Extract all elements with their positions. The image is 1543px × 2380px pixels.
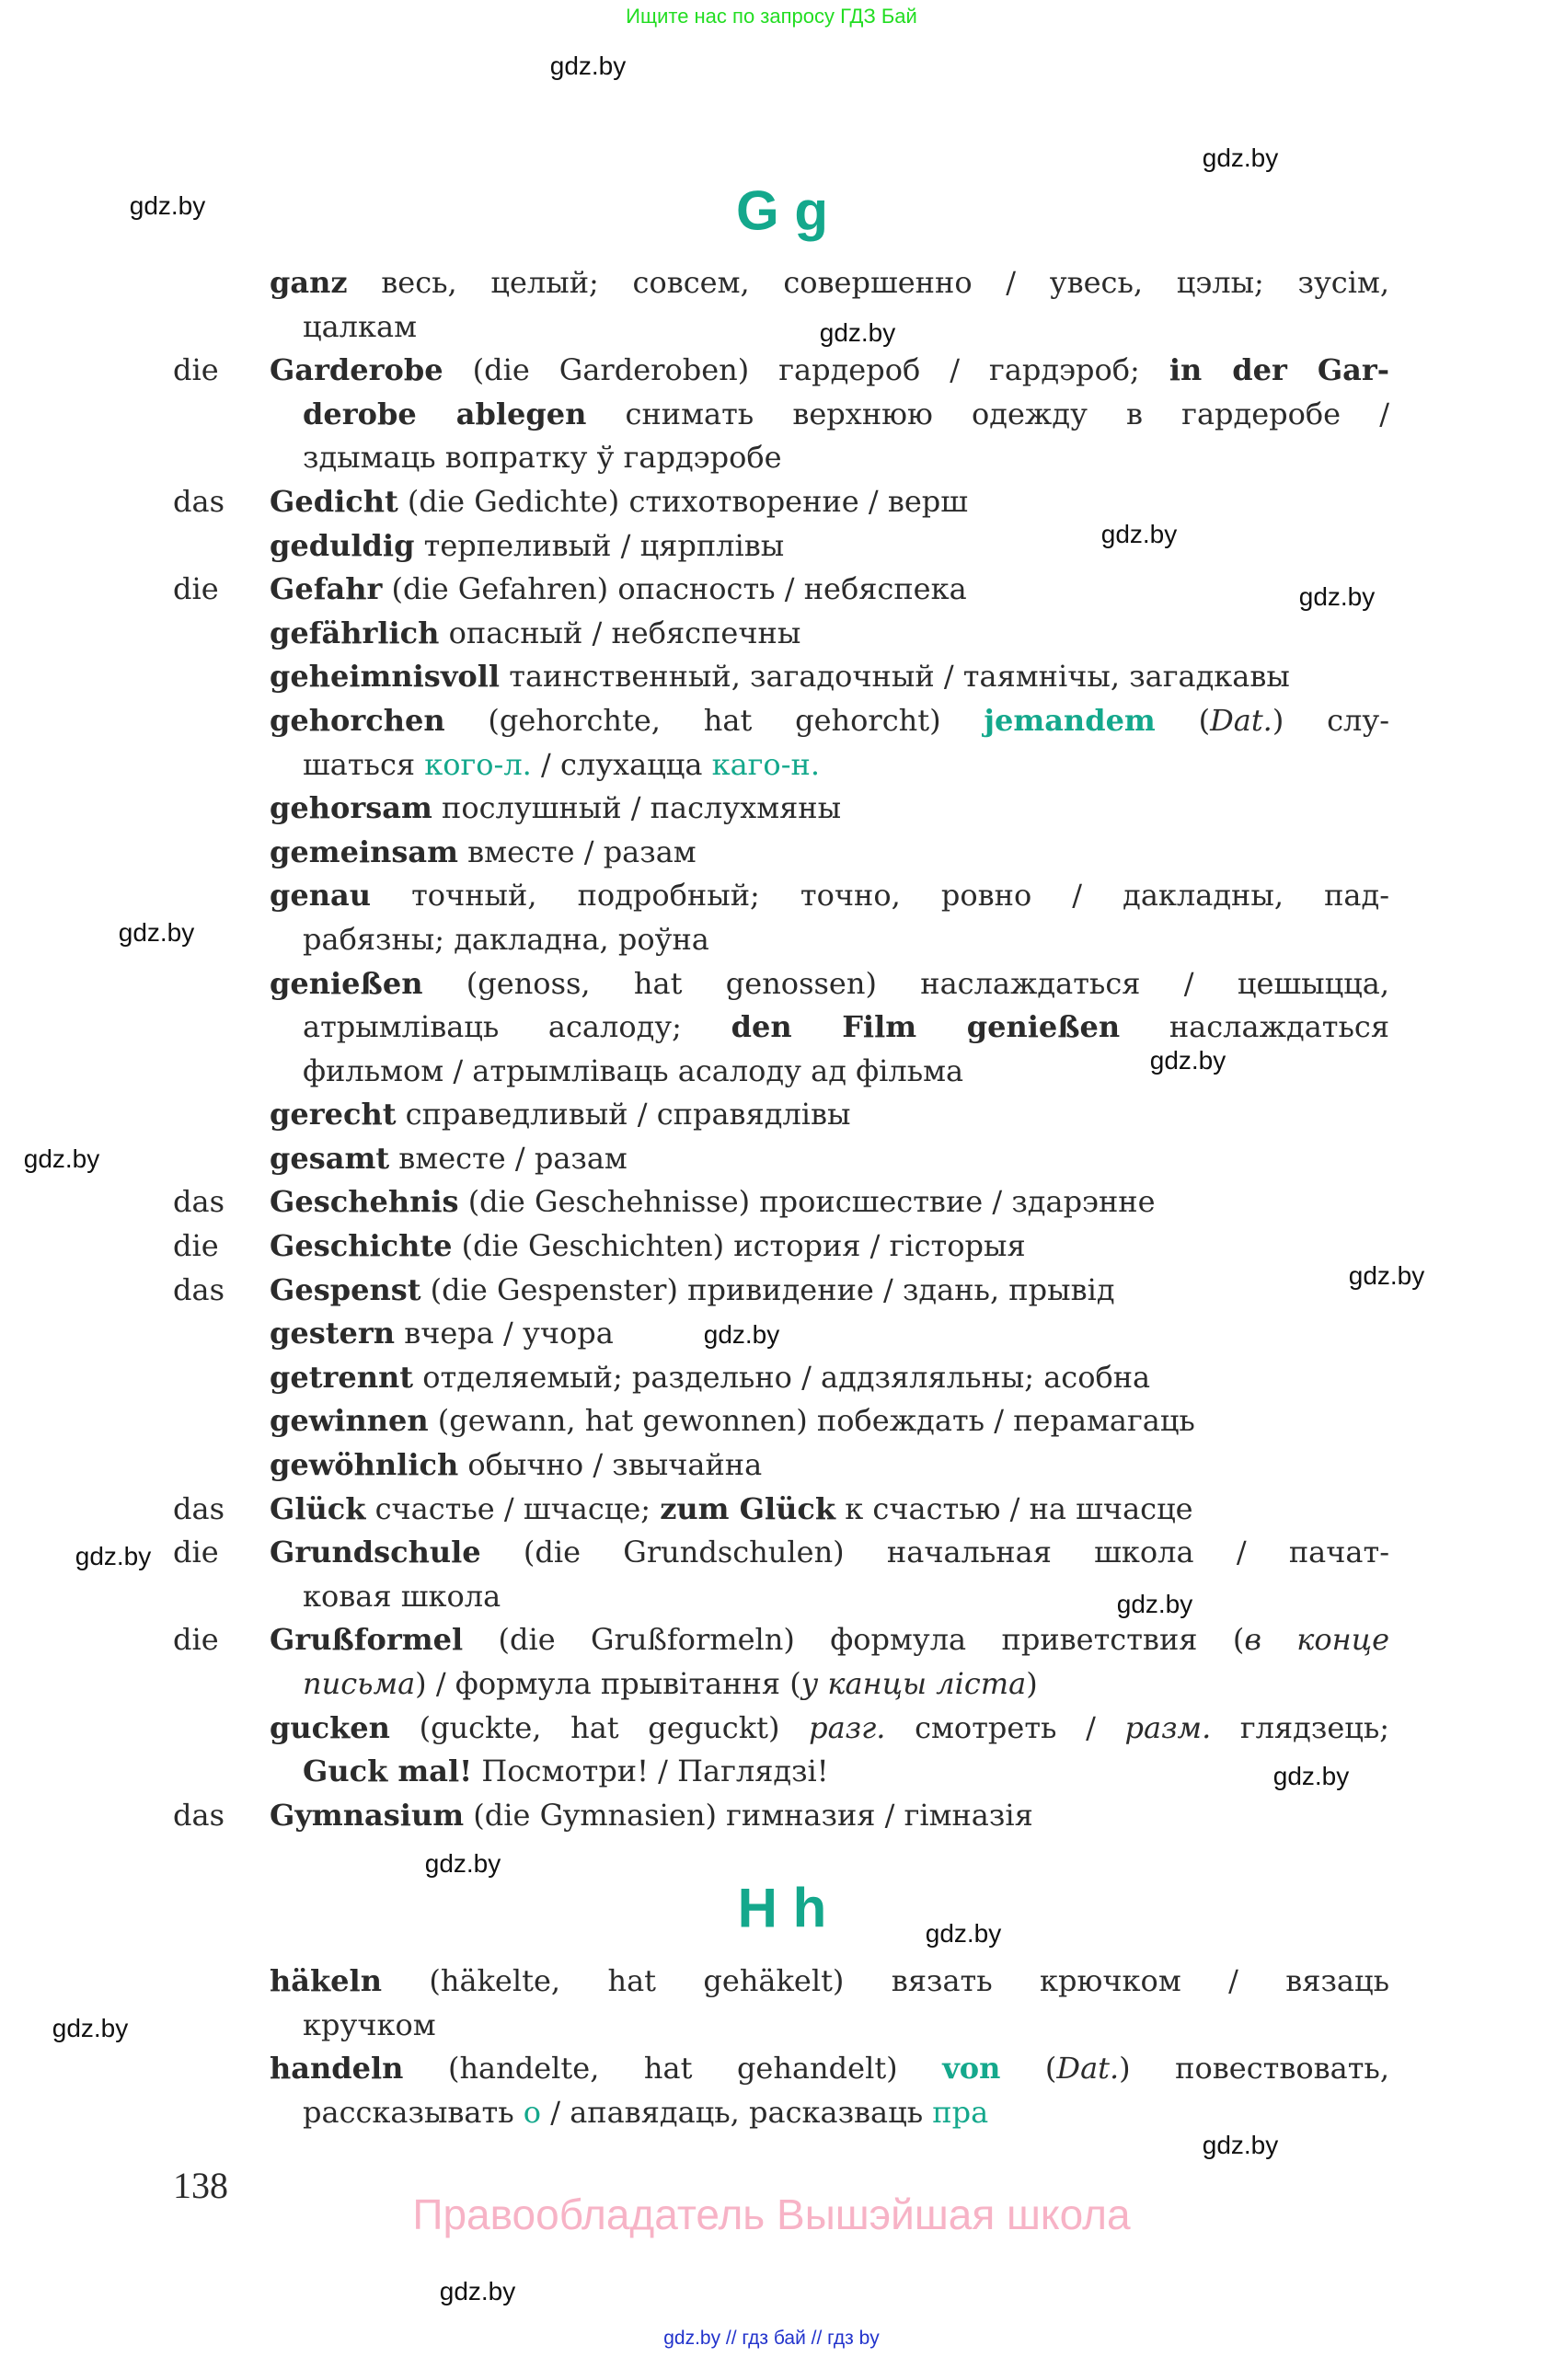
translation: / апавядаць, расказваць [550, 2094, 933, 2130]
usage-label: разг. [809, 1709, 886, 1745]
dictionary-section-h [173, 1960, 1389, 2134]
entry-text [303, 436, 1389, 480]
headword: Grundschule [270, 1535, 481, 1570]
headword: zum Glück [660, 1490, 836, 1526]
watermark: gdz.by [118, 918, 195, 947]
dictionary-entry-continuation [173, 918, 1389, 962]
headword: Guck mal! [303, 1753, 473, 1789]
usage-label: у канцы ліста [800, 1666, 1027, 1701]
translation: ) повествовать, [1119, 2051, 1390, 2087]
dictionary-entry [173, 1269, 1389, 1313]
dictionary-entry [173, 568, 1389, 612]
entry-text [270, 1443, 1389, 1488]
entry-text [270, 1960, 1389, 2004]
translation: (die Gedichte) стихотворение / верш [407, 483, 969, 519]
translation: (die Geschehnisse) происшествие / здарэнне [467, 1184, 1156, 1220]
translation: рабязны; дакладна, роўна [303, 921, 709, 957]
dictionary-entry-continuation [173, 743, 1389, 788]
dictionary-entry-continuation [173, 1006, 1389, 1050]
watermark: gdz.by [52, 2014, 129, 2042]
watermark: gdz.by [129, 191, 206, 220]
dictionary-entry [173, 1960, 1389, 2004]
entry-text [303, 393, 1389, 437]
entry-text [303, 1006, 1389, 1050]
headword: gucken [270, 1709, 390, 1745]
translation: / слухацца [541, 746, 712, 782]
translation: весь, целый; совсем, совершенно / увесь, цэлы; зусім, [381, 265, 1390, 300]
watermark: gdz.by [75, 1542, 152, 1570]
translation: отделяемый; раздельно / аддзяляльны; асобна [422, 1359, 1151, 1395]
dictionary-entry [173, 1312, 1389, 1356]
dictionary-entry-continuation [173, 2004, 1389, 2048]
translation: смотреть / [915, 1709, 1125, 1745]
dictionary-entry [173, 655, 1389, 699]
watermark: gdz.by [1298, 582, 1376, 611]
usage-label: Dat. [1056, 2051, 1120, 2087]
translation: глядзець; [1239, 1709, 1390, 1745]
dictionary-entry [173, 480, 1389, 524]
headword: Gefahr [270, 571, 383, 607]
entry-text [270, 962, 1389, 1006]
watermark: gdz.by [424, 1849, 501, 1878]
watermark: gdz.by [1202, 144, 1279, 172]
translation: (die Gefahren) опасность / небяспека [391, 571, 967, 607]
translation: шаться [303, 746, 425, 782]
dictionary-entry [173, 612, 1389, 656]
dictionary-entry [173, 1180, 1389, 1224]
headword: gerecht [270, 1097, 397, 1133]
usage-label: в конце [1244, 1622, 1390, 1658]
translation: счастье / шчасце; [374, 1490, 661, 1526]
rights-holder-notice: Правообладатель Вышэйшая школа [412, 2190, 1131, 2238]
translation: (genoss, hat genossen) наслаждаться / цешыцца, [466, 965, 1390, 1001]
headword: Gymnasium [270, 1797, 465, 1833]
entry-text [270, 1707, 1389, 1751]
entry-text [270, 699, 1389, 743]
footer-links[interactable]: gdz.by // гдз бай // гдз by [663, 2328, 880, 2349]
dictionary-entry [173, 1224, 1389, 1269]
article: das [173, 1271, 225, 1307]
entry-text [270, 1488, 1389, 1532]
dictionary-entry [173, 261, 1389, 305]
headword: Glück [270, 1490, 366, 1526]
headword: Gespenst [270, 1271, 421, 1307]
entry-text [270, 1399, 1389, 1443]
entry-text [270, 1269, 1389, 1313]
entry-text [270, 568, 1389, 612]
headword: Garderobe [270, 352, 443, 388]
translation: опасный / небяспечны [448, 615, 801, 650]
watermark: gdz.by [819, 318, 896, 347]
headword: Gedicht [270, 483, 398, 519]
dictionary-entry [173, 831, 1389, 875]
headword: derobe ablegen [303, 396, 587, 431]
watermark: gdz.by [1116, 1590, 1193, 1618]
entry-text [303, 743, 1389, 788]
article: die [173, 1228, 219, 1264]
entry-text [270, 1093, 1389, 1137]
dictionary-entry [173, 962, 1389, 1006]
dictionary-entry [173, 1093, 1389, 1137]
translation: послушный / паслухмяны [441, 790, 842, 826]
article: die [173, 571, 219, 607]
watermark: gdz.by [1202, 2131, 1279, 2159]
grammar-hint: von [942, 2051, 1001, 2087]
page-number: 138 [173, 2165, 228, 2206]
headword: in der Gar- [1169, 352, 1390, 388]
translation: (die Grundschulen) начальная школа / пачат- [523, 1535, 1390, 1570]
dictionary-entry [173, 524, 1389, 569]
translation: (die Gymnasien) гимназия / гімназія [473, 1797, 1033, 1833]
entry-text [270, 1312, 1389, 1356]
entry-text [270, 831, 1389, 875]
dictionary-entry-continuation [173, 1575, 1389, 1619]
dictionary-entry [173, 1707, 1389, 1751]
headword: genießen [270, 965, 423, 1001]
entry-text [303, 2091, 1389, 2135]
watermark: gdz.by [1348, 1261, 1425, 1290]
grammar-hint: пра [932, 2094, 989, 2130]
entry-text [270, 612, 1389, 656]
article: das [173, 1184, 225, 1220]
entry-text [270, 787, 1389, 831]
dictionary-entry [173, 349, 1389, 393]
translation: рассказывать [303, 2094, 524, 2130]
dictionary-entry-continuation [173, 436, 1389, 480]
entry-text [303, 2004, 1389, 2048]
entry-text [270, 1794, 1389, 1838]
dictionary-entry [173, 1399, 1389, 1443]
dictionary-entry [173, 1443, 1389, 1488]
dictionary-entry-continuation [173, 305, 1389, 350]
usage-label: письма [303, 1666, 416, 1701]
translation: (gehorchte, hat gehorcht) [488, 702, 985, 738]
headword: handeln [270, 2051, 404, 2087]
translation: ( [1198, 702, 1211, 738]
watermark: gdz.by [1272, 1762, 1350, 1790]
letter-heading-g: G g [736, 179, 828, 242]
headword: gesamt [270, 1140, 390, 1176]
entry-text [270, 1618, 1389, 1662]
entry-text [270, 261, 1389, 305]
headword: gehorsam [270, 790, 432, 826]
headword: getrennt [270, 1359, 414, 1395]
entry-text [270, 655, 1389, 699]
dictionary-entry-continuation [173, 1750, 1389, 1794]
dictionary-entry [173, 1794, 1389, 1838]
headword: gestern [270, 1316, 396, 1351]
watermark: gdz.by [703, 1320, 780, 1349]
translation: точный, подробный; точно, ровно / дакладны, пад- [411, 878, 1389, 914]
translation: таинственный, загадочный / таямнічы, загадкавы [509, 659, 1290, 695]
translation: вместе / разам [467, 834, 697, 869]
entry-text [270, 1224, 1389, 1269]
grammar-hint: о [523, 2094, 542, 2130]
entry-text [270, 1531, 1389, 1575]
watermark: gdz.by [549, 52, 627, 80]
usage-label: разм. [1124, 1709, 1212, 1745]
translation: ) / формула прывітання ( [415, 1666, 801, 1701]
watermark: gdz.by [439, 2277, 516, 2305]
watermark: gdz.by [925, 1919, 1002, 1948]
headword: ganz [270, 265, 348, 300]
entry-text [270, 1180, 1389, 1224]
translation: терпеливый / цярплівы [423, 527, 785, 563]
dictionary-entry [173, 1488, 1389, 1532]
entry-text [303, 1662, 1389, 1707]
entry-text [303, 1750, 1389, 1794]
article: das [173, 1490, 225, 1526]
translation: (die Gespenster) привидение / здань, прывід [430, 1271, 1115, 1307]
entry-text [270, 1356, 1389, 1400]
translation: снимать верхнюю одежду в гардеробе / [625, 396, 1390, 431]
letter-heading-h: H h [737, 1877, 827, 1939]
dictionary-entry [173, 874, 1389, 918]
translation: наслаждаться [1169, 1009, 1390, 1045]
entry-text [270, 480, 1389, 524]
translation: ( [1044, 2051, 1057, 2087]
entry-text [303, 1575, 1389, 1619]
headword: den Film genießen [731, 1009, 1121, 1045]
dictionary-entry-continuation [173, 1662, 1389, 1707]
watermark: gdz.by [23, 1144, 100, 1173]
translation: ) слу- [1272, 702, 1390, 738]
translation: ковая школа [303, 1578, 501, 1614]
entry-text [270, 874, 1389, 918]
dictionary-entry [173, 1356, 1389, 1400]
dictionary-entry [173, 787, 1389, 831]
dictionary-entry [173, 1137, 1389, 1181]
headword: genau [270, 878, 371, 914]
headword: gehorchen [270, 702, 445, 738]
translation: кручком [303, 2006, 436, 2042]
watermark: gdz.by [1149, 1046, 1226, 1075]
search-hint-banner: Ищите нас по запросу ГДЗ Бай [626, 5, 917, 28]
usage-label: Dat. [1210, 702, 1272, 738]
dictionary-entry [173, 1531, 1389, 1575]
dictionary-entry-continuation [173, 2091, 1389, 2135]
translation: (die Garderoben) гардероб / гардэроб; [472, 352, 1169, 388]
translation: обычно / звычайна [467, 1447, 763, 1483]
translation: к счастью / на шчасце [845, 1490, 1193, 1526]
article: die [173, 1622, 219, 1658]
grammar-hint: кого-л. [424, 746, 532, 782]
translation: вчера / учора [404, 1316, 614, 1351]
translation: (gewann, hat gewonnen) побеждать / перамагаць [437, 1403, 1195, 1439]
headword: gemeinsam [270, 834, 458, 869]
translation: Посмотри! / Паглядзі! [481, 1753, 829, 1789]
article: die [173, 352, 219, 388]
entry-text [270, 2047, 1389, 2091]
headword: gefährlich [270, 615, 440, 650]
translation: (die Grußformeln) формула приветствия ( [498, 1622, 1245, 1658]
article: die [173, 1535, 219, 1570]
dictionary-entry-continuation [173, 393, 1389, 437]
translation: (guckte, hat geguckt) [419, 1709, 810, 1745]
entry-text [270, 1137, 1389, 1181]
entry-text [303, 1050, 1389, 1094]
translation: цалкам [303, 308, 417, 344]
entry-text [270, 524, 1389, 569]
dictionary-entry [173, 2047, 1389, 2091]
entry-text [270, 349, 1389, 393]
headword: häkeln [270, 1963, 382, 1998]
translation: здымаць вопратку ў гардэробе [303, 440, 782, 476]
translation: (die Geschichten) история / гісторыя [461, 1228, 1026, 1264]
translation: фильмом / атрымліваць асалоду ад фільма [303, 1052, 964, 1088]
watermark: gdz.by [1100, 520, 1178, 548]
headword: gewöhnlich [270, 1447, 459, 1483]
dictionary-entry [173, 699, 1389, 743]
headword: geheimnisvoll [270, 659, 501, 695]
headword: gewinnen [270, 1403, 429, 1439]
entry-text [303, 918, 1389, 962]
headword: geduldig [270, 527, 415, 563]
grammar-hint: каго-н. [711, 746, 820, 782]
translation: справедливый / справядлівы [405, 1097, 851, 1133]
headword: Geschichte [270, 1228, 453, 1264]
article: das [173, 483, 225, 519]
headword: Grußformel [270, 1622, 464, 1658]
translation: (handelte, hat gehandelt) [447, 2051, 943, 2087]
translation: атрымліваць асалоду; [303, 1009, 731, 1045]
translation: вместе / разам [398, 1140, 628, 1176]
headword: Geschehnis [270, 1184, 459, 1220]
article: das [173, 1797, 225, 1833]
grammar-hint: jemandem [984, 702, 1156, 738]
translation: (häkelte, hat gehäkelt) вязать крючком / вязаць [429, 1963, 1390, 1998]
dictionary-entry [173, 1618, 1389, 1662]
translation: ) [1026, 1666, 1038, 1701]
